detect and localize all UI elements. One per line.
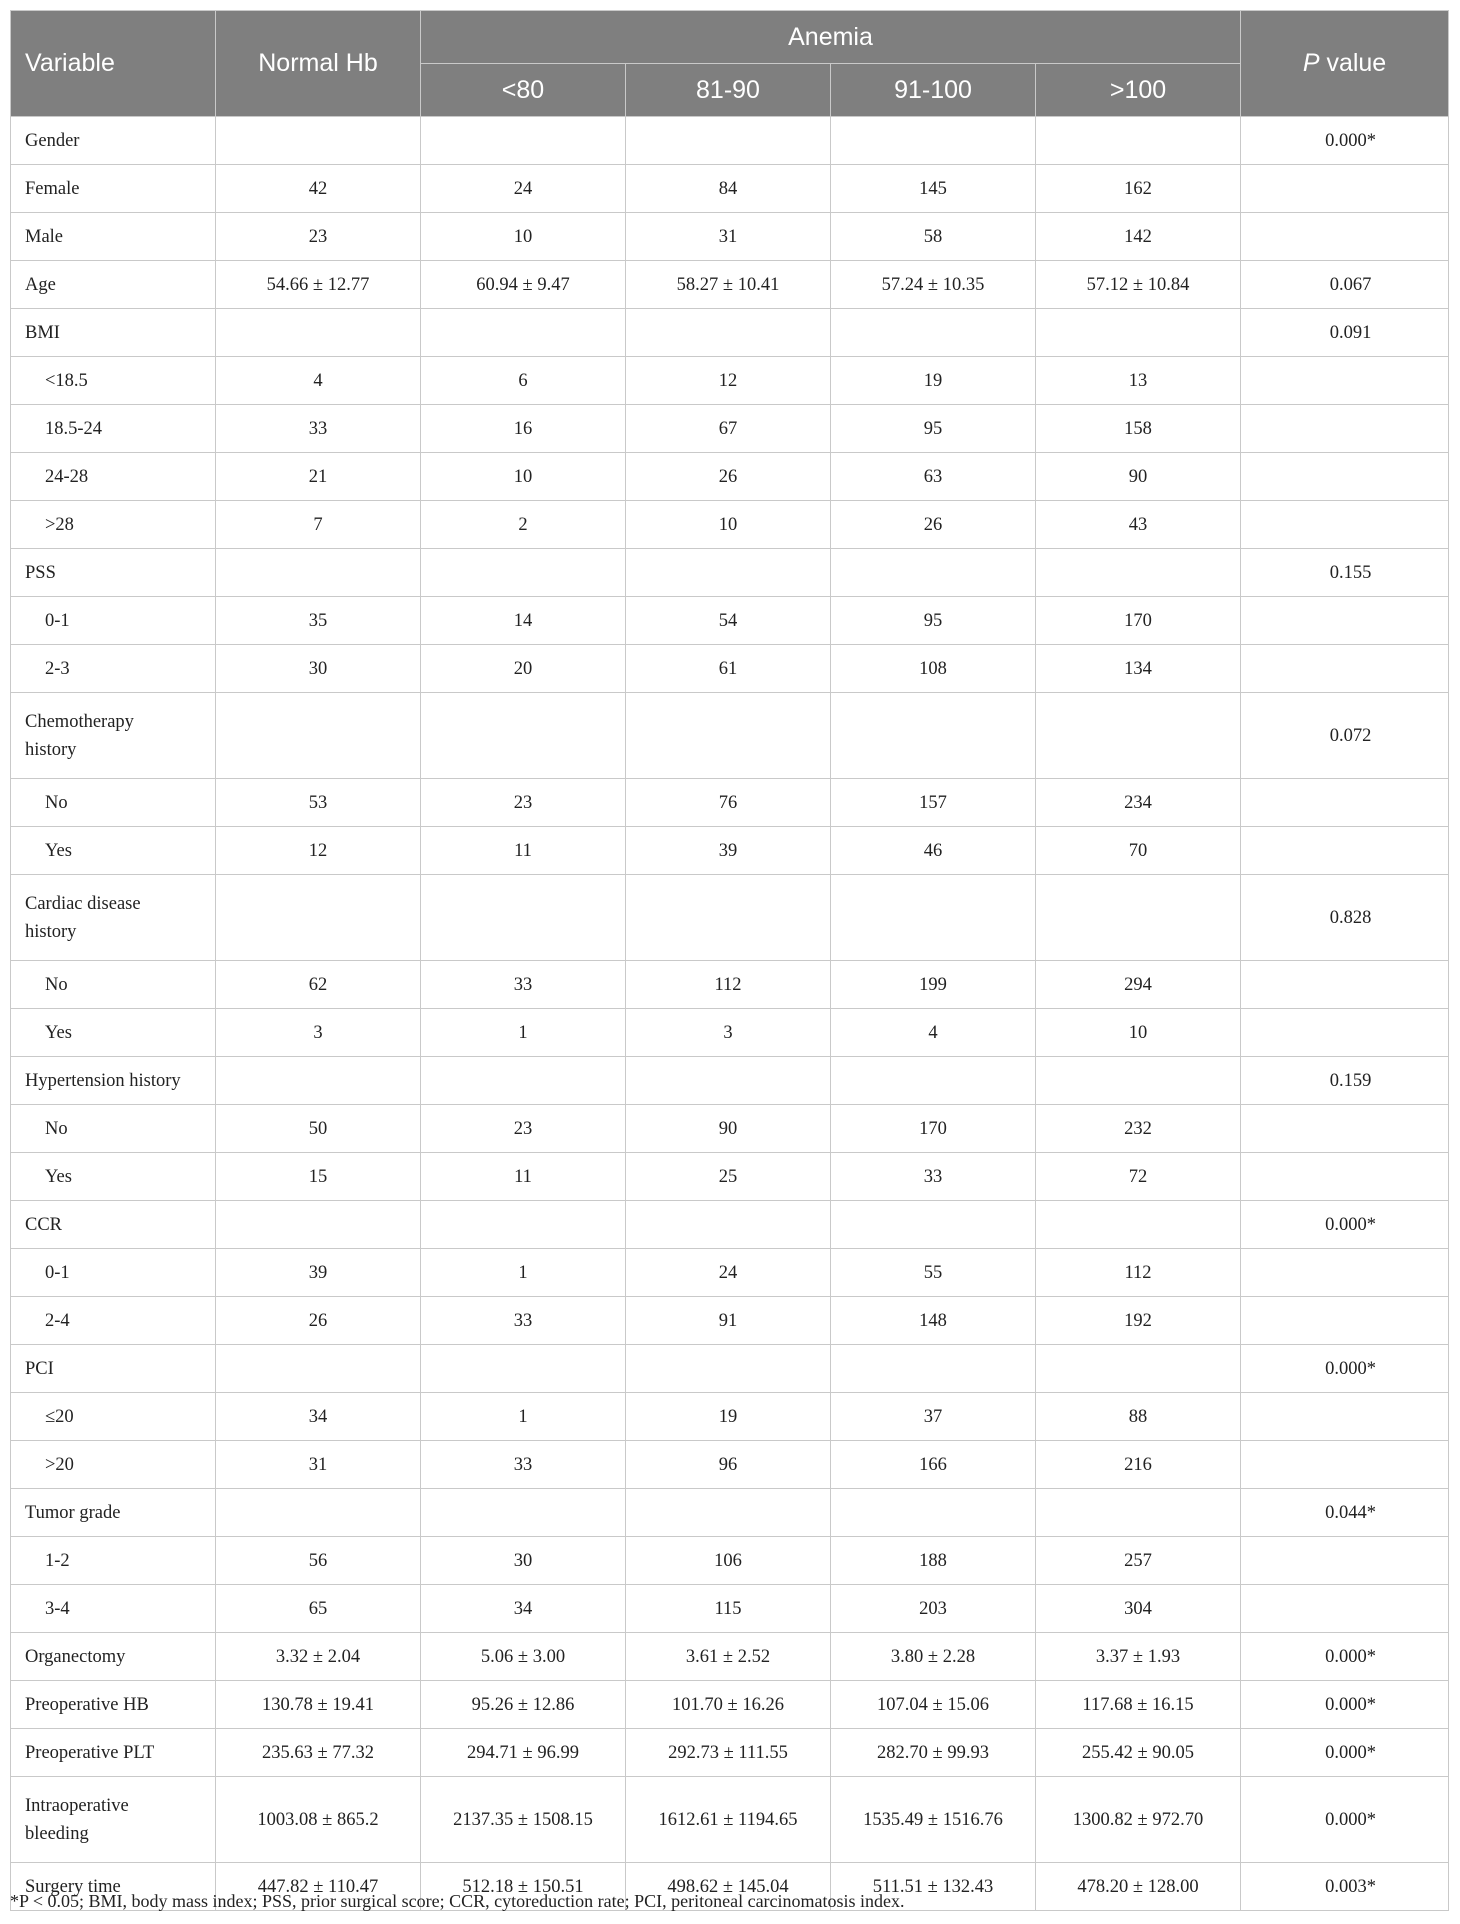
cell-value: 108 xyxy=(831,645,1036,693)
cell-value xyxy=(216,549,421,597)
table-row xyxy=(11,1105,1449,1153)
row-label: Gender xyxy=(11,117,216,165)
cell-value: 55 xyxy=(831,1249,1036,1297)
cell-value: 148 xyxy=(831,1297,1036,1345)
cell-value: 58 xyxy=(831,213,1036,261)
cell-value xyxy=(831,1345,1036,1393)
cell-value: 91 xyxy=(626,1297,831,1345)
row-label: ≤20 xyxy=(11,1393,216,1441)
header-anemia-level: 91-100 xyxy=(831,64,1036,117)
table-row xyxy=(11,1681,1449,1729)
cell-value xyxy=(216,693,421,779)
row-label: <18.5 xyxy=(11,357,216,405)
cell-value xyxy=(421,549,626,597)
cell-value: 234 xyxy=(1036,779,1241,827)
p-value xyxy=(1241,645,1449,693)
cell-value: 134 xyxy=(1036,645,1241,693)
cell-value: 3.61 ± 2.52 xyxy=(626,1633,831,1681)
cell-value xyxy=(1036,309,1241,357)
cell-value: 23 xyxy=(216,213,421,261)
cell-value xyxy=(421,117,626,165)
p-value xyxy=(1241,779,1449,827)
cell-value xyxy=(1036,1057,1241,1105)
cell-value xyxy=(1036,549,1241,597)
cell-value: 158 xyxy=(1036,405,1241,453)
cell-value: 166 xyxy=(831,1441,1036,1489)
cell-value: 5.06 ± 3.00 xyxy=(421,1633,626,1681)
row-label: Yes xyxy=(11,1009,216,1057)
row-label: 0-1 xyxy=(11,597,216,645)
cell-value: 33 xyxy=(421,1441,626,1489)
table-row xyxy=(11,453,1449,501)
cell-value xyxy=(831,117,1036,165)
p-value xyxy=(1241,1585,1449,1633)
cell-value: 447.82 ± 110.47 xyxy=(216,1863,421,1911)
cell-value: 24 xyxy=(421,165,626,213)
p-value: 0.000* xyxy=(1241,1729,1449,1777)
cell-value: 95 xyxy=(831,405,1036,453)
p-value xyxy=(1241,165,1449,213)
cell-value: 62 xyxy=(216,961,421,1009)
table-row xyxy=(11,779,1449,827)
p-value xyxy=(1241,597,1449,645)
row-label: BMI xyxy=(11,309,216,357)
p-value: 0.000* xyxy=(1241,1777,1449,1863)
cell-value: 14 xyxy=(421,597,626,645)
cell-value xyxy=(421,1489,626,1537)
cell-value: 292.73 ± 111.55 xyxy=(626,1729,831,1777)
table-row xyxy=(11,645,1449,693)
cell-value: 61 xyxy=(626,645,831,693)
cell-value: 232 xyxy=(1036,1105,1241,1153)
header-p-value xyxy=(1241,11,1449,117)
table-row xyxy=(11,961,1449,1009)
p-value: 0.000* xyxy=(1241,1201,1449,1249)
cell-value: 1535.49 ± 1516.76 xyxy=(831,1777,1036,1863)
row-label: >28 xyxy=(11,501,216,549)
cell-value: 162 xyxy=(1036,165,1241,213)
cell-value: 50 xyxy=(216,1105,421,1153)
table-row xyxy=(11,827,1449,875)
p-value xyxy=(1241,453,1449,501)
cell-value: 24 xyxy=(626,1249,831,1297)
table-row xyxy=(11,117,1449,165)
p-value xyxy=(1241,1153,1449,1201)
cell-value xyxy=(421,693,626,779)
p-value xyxy=(1241,961,1449,1009)
table-header xyxy=(11,11,1449,117)
cell-value: 282.70 ± 99.93 xyxy=(831,1729,1036,1777)
row-label: Chemotherapy history xyxy=(11,693,216,779)
table-row xyxy=(11,1249,1449,1297)
p-value: 0.159 xyxy=(1241,1057,1449,1105)
cell-value: 3.80 ± 2.28 xyxy=(831,1633,1036,1681)
table-row xyxy=(11,1057,1449,1105)
cell-value: 157 xyxy=(831,779,1036,827)
p-value: 0.000* xyxy=(1241,1681,1449,1729)
row-label: 0-1 xyxy=(11,1249,216,1297)
table-row xyxy=(11,693,1449,779)
row-label: 24-28 xyxy=(11,453,216,501)
cell-value: 26 xyxy=(831,501,1036,549)
row-label: Female xyxy=(11,165,216,213)
cell-value: 26 xyxy=(216,1297,421,1345)
p-value xyxy=(1241,1297,1449,1345)
row-label: No xyxy=(11,961,216,1009)
table-row xyxy=(11,1585,1449,1633)
cell-value: 56 xyxy=(216,1537,421,1585)
row-label: Male xyxy=(11,213,216,261)
cell-value xyxy=(831,1057,1036,1105)
row-label: Yes xyxy=(11,1153,216,1201)
cell-value: 57.24 ± 10.35 xyxy=(831,261,1036,309)
cell-value: 90 xyxy=(1036,453,1241,501)
p-value: 0.044* xyxy=(1241,1489,1449,1537)
cell-value: 1 xyxy=(421,1009,626,1057)
header-p-rest: value xyxy=(1319,49,1387,77)
p-value xyxy=(1241,357,1449,405)
table-row xyxy=(11,1729,1449,1777)
cell-value: 35 xyxy=(216,597,421,645)
cell-value xyxy=(831,549,1036,597)
row-label: Hypertension history xyxy=(11,1057,216,1105)
cell-value: 37 xyxy=(831,1393,1036,1441)
row-label: PCI xyxy=(11,1345,216,1393)
p-value xyxy=(1241,501,1449,549)
row-label: Age xyxy=(11,261,216,309)
cell-value xyxy=(1036,875,1241,961)
cell-value xyxy=(1036,693,1241,779)
cell-value: 20 xyxy=(421,645,626,693)
cell-value: 42 xyxy=(216,165,421,213)
cell-value: 11 xyxy=(421,827,626,875)
cell-value xyxy=(421,1057,626,1105)
table-row xyxy=(11,309,1449,357)
p-value xyxy=(1241,405,1449,453)
row-label: Yes xyxy=(11,827,216,875)
table-row xyxy=(11,1345,1449,1393)
cell-value: 46 xyxy=(831,827,1036,875)
p-value: 0.000* xyxy=(1241,117,1449,165)
cell-value xyxy=(626,117,831,165)
header-p-italic: P xyxy=(1302,49,1320,77)
cell-value xyxy=(831,693,1036,779)
cell-value: 1 xyxy=(421,1249,626,1297)
cell-value: 255.42 ± 90.05 xyxy=(1036,1729,1241,1777)
cell-value: 10 xyxy=(421,453,626,501)
cell-value: 54.66 ± 12.77 xyxy=(216,261,421,309)
cell-value: 107.04 ± 15.06 xyxy=(831,1681,1036,1729)
p-value xyxy=(1241,213,1449,261)
data-table xyxy=(10,10,1449,1911)
cell-value xyxy=(421,1345,626,1393)
cell-value: 95.26 ± 12.86 xyxy=(421,1681,626,1729)
cell-value: 34 xyxy=(216,1393,421,1441)
cell-value: 2137.35 ± 1508.15 xyxy=(421,1777,626,1863)
cell-value: 112 xyxy=(1036,1249,1241,1297)
cell-value: 7 xyxy=(216,501,421,549)
row-label: PSS xyxy=(11,549,216,597)
cell-value: 478.20 ± 128.00 xyxy=(1036,1863,1241,1911)
row-label: Preoperative HB xyxy=(11,1681,216,1729)
p-value xyxy=(1241,1105,1449,1153)
table-row xyxy=(11,165,1449,213)
table-row xyxy=(11,1489,1449,1537)
cell-value: 30 xyxy=(421,1537,626,1585)
cell-value: 170 xyxy=(831,1105,1036,1153)
cell-value: 3.37 ± 1.93 xyxy=(1036,1633,1241,1681)
cell-value: 43 xyxy=(1036,501,1241,549)
cell-value: 31 xyxy=(626,213,831,261)
row-label: CCR xyxy=(11,1201,216,1249)
table-row xyxy=(11,213,1449,261)
cell-value: 57.12 ± 10.84 xyxy=(1036,261,1241,309)
cell-value: 84 xyxy=(626,165,831,213)
cell-value: 58.27 ± 10.41 xyxy=(626,261,831,309)
cell-value: 235.63 ± 77.32 xyxy=(216,1729,421,1777)
header-anemia-level: >100 xyxy=(1036,64,1241,117)
cell-value: 65 xyxy=(216,1585,421,1633)
cell-value: 1 xyxy=(421,1393,626,1441)
table-row xyxy=(11,597,1449,645)
table-row xyxy=(11,1153,1449,1201)
cell-value: 142 xyxy=(1036,213,1241,261)
table-footnote: *P < 0.05; BMI, body mass index; PSS, prior surgical score; CCR, cytoreduction rate; PCI, peritoneal carcinomatosis index. xyxy=(10,1891,905,1911)
cell-value xyxy=(626,693,831,779)
cell-value xyxy=(626,309,831,357)
cell-value: 19 xyxy=(626,1393,831,1441)
row-label: Cardiac disease history xyxy=(11,875,216,961)
cell-value: 54 xyxy=(626,597,831,645)
header-variable: Variable xyxy=(11,11,216,117)
table-body xyxy=(11,117,1449,1911)
cell-value: 11 xyxy=(421,1153,626,1201)
cell-value xyxy=(1036,1489,1241,1537)
cell-value: 115 xyxy=(626,1585,831,1633)
cell-value xyxy=(216,1489,421,1537)
table-row xyxy=(11,1777,1449,1863)
p-value xyxy=(1241,1393,1449,1441)
cell-value xyxy=(216,117,421,165)
cell-value: 1003.08 ± 865.2 xyxy=(216,1777,421,1863)
table-row xyxy=(11,1393,1449,1441)
table-row xyxy=(11,405,1449,453)
cell-value: 39 xyxy=(626,827,831,875)
row-label: 1-2 xyxy=(11,1537,216,1585)
cell-value xyxy=(216,1345,421,1393)
cell-value: 3 xyxy=(626,1009,831,1057)
cell-value: 257 xyxy=(1036,1537,1241,1585)
cell-value: 53 xyxy=(216,779,421,827)
cell-value: 1300.82 ± 972.70 xyxy=(1036,1777,1241,1863)
cell-value: 106 xyxy=(626,1537,831,1585)
cell-value: 60.94 ± 9.47 xyxy=(421,261,626,309)
cell-value xyxy=(626,1489,831,1537)
table-row xyxy=(11,1201,1449,1249)
cell-value xyxy=(626,549,831,597)
table-row xyxy=(11,1297,1449,1345)
cell-value: 21 xyxy=(216,453,421,501)
cell-value: 512.18 ± 150.51 xyxy=(421,1863,626,1911)
cell-value xyxy=(421,875,626,961)
cell-value: 16 xyxy=(421,405,626,453)
p-value: 0.828 xyxy=(1241,875,1449,961)
p-value xyxy=(1241,827,1449,875)
p-value: 0.091 xyxy=(1241,309,1449,357)
cell-value xyxy=(216,1201,421,1249)
row-label: Tumor grade xyxy=(11,1489,216,1537)
header-anemia: Anemia xyxy=(421,11,1241,64)
row-label: 2-4 xyxy=(11,1297,216,1345)
cell-value: 70 xyxy=(1036,827,1241,875)
cell-value: 33 xyxy=(831,1153,1036,1201)
table-row xyxy=(11,1633,1449,1681)
row-label: 3-4 xyxy=(11,1585,216,1633)
cell-value xyxy=(1036,117,1241,165)
cell-value: 67 xyxy=(626,405,831,453)
cell-value: 4 xyxy=(216,357,421,405)
p-value: 0.072 xyxy=(1241,693,1449,779)
cell-value: 117.68 ± 16.15 xyxy=(1036,1681,1241,1729)
cell-value: 188 xyxy=(831,1537,1036,1585)
p-value: 0.067 xyxy=(1241,261,1449,309)
row-label: 18.5-24 xyxy=(11,405,216,453)
cell-value: 170 xyxy=(1036,597,1241,645)
cell-value: 192 xyxy=(1036,1297,1241,1345)
cell-value: 23 xyxy=(421,1105,626,1153)
table-row xyxy=(11,1441,1449,1489)
cell-value: 304 xyxy=(1036,1585,1241,1633)
table-row xyxy=(11,1537,1449,1585)
cell-value: 1612.61 ± 1194.65 xyxy=(626,1777,831,1863)
cell-value xyxy=(216,875,421,961)
row-label: 2-3 xyxy=(11,645,216,693)
p-value xyxy=(1241,1537,1449,1585)
header-normal-hb: Normal Hb xyxy=(216,11,421,117)
cell-value: 26 xyxy=(626,453,831,501)
cell-value xyxy=(626,1057,831,1105)
cell-value: 19 xyxy=(831,357,1036,405)
row-label: Intraoperative bleeding xyxy=(11,1777,216,1863)
p-value xyxy=(1241,1441,1449,1489)
row-label: No xyxy=(11,1105,216,1153)
cell-value: 294.71 ± 96.99 xyxy=(421,1729,626,1777)
cell-value: 13 xyxy=(1036,357,1241,405)
row-label: Surgery time xyxy=(11,1863,216,1911)
cell-value: 3 xyxy=(216,1009,421,1057)
cell-value: 294 xyxy=(1036,961,1241,1009)
cell-value: 101.70 ± 16.26 xyxy=(626,1681,831,1729)
cell-value: 199 xyxy=(831,961,1036,1009)
cell-value: 88 xyxy=(1036,1393,1241,1441)
cell-value xyxy=(626,875,831,961)
cell-value: 3.32 ± 2.04 xyxy=(216,1633,421,1681)
cell-value: 96 xyxy=(626,1441,831,1489)
cell-value: 33 xyxy=(421,1297,626,1345)
cell-value: 31 xyxy=(216,1441,421,1489)
cell-value: 30 xyxy=(216,645,421,693)
table-row xyxy=(11,261,1449,309)
cell-value xyxy=(216,309,421,357)
cell-value: 10 xyxy=(1036,1009,1241,1057)
cell-value: 4 xyxy=(831,1009,1036,1057)
cell-value xyxy=(831,309,1036,357)
cell-value: 33 xyxy=(216,405,421,453)
cell-value: 216 xyxy=(1036,1441,1241,1489)
p-value: 0.000* xyxy=(1241,1633,1449,1681)
cell-value: 72 xyxy=(1036,1153,1241,1201)
cell-value xyxy=(626,1345,831,1393)
cell-value: 90 xyxy=(626,1105,831,1153)
cell-value xyxy=(421,309,626,357)
row-label: Organectomy xyxy=(11,1633,216,1681)
cell-value: 498.62 ± 145.04 xyxy=(626,1863,831,1911)
cell-value xyxy=(831,1489,1036,1537)
cell-value xyxy=(421,1201,626,1249)
table-row xyxy=(11,549,1449,597)
cell-value xyxy=(831,1201,1036,1249)
cell-value: 10 xyxy=(421,213,626,261)
cell-value: 34 xyxy=(421,1585,626,1633)
cell-value: 145 xyxy=(831,165,1036,213)
cell-value: 39 xyxy=(216,1249,421,1297)
cell-value xyxy=(831,875,1036,961)
cell-value: 76 xyxy=(626,779,831,827)
row-label: No xyxy=(11,779,216,827)
cell-value: 95 xyxy=(831,597,1036,645)
table-row xyxy=(11,501,1449,549)
cell-value: 130.78 ± 19.41 xyxy=(216,1681,421,1729)
cell-value xyxy=(1036,1345,1241,1393)
cell-value: 112 xyxy=(626,961,831,1009)
cell-value: 15 xyxy=(216,1153,421,1201)
cell-value: 511.51 ± 132.43 xyxy=(831,1863,1036,1911)
row-label: Preoperative PLT xyxy=(11,1729,216,1777)
cell-value: 2 xyxy=(421,501,626,549)
p-value: 0.155 xyxy=(1241,549,1449,597)
p-value xyxy=(1241,1249,1449,1297)
cell-value xyxy=(216,1057,421,1105)
p-value xyxy=(1241,1009,1449,1057)
cell-value: 23 xyxy=(421,779,626,827)
cell-value: 33 xyxy=(421,961,626,1009)
header-anemia-level: 81-90 xyxy=(626,64,831,117)
p-value: 0.000* xyxy=(1241,1345,1449,1393)
header-anemia-level: <80 xyxy=(421,64,626,117)
cell-value xyxy=(1036,1201,1241,1249)
cell-value: 12 xyxy=(216,827,421,875)
table-row xyxy=(11,1009,1449,1057)
cell-value: 25 xyxy=(626,1153,831,1201)
cell-value: 12 xyxy=(626,357,831,405)
cell-value: 63 xyxy=(831,453,1036,501)
cell-value: 203 xyxy=(831,1585,1036,1633)
cell-value xyxy=(626,1201,831,1249)
table-row xyxy=(11,357,1449,405)
cell-value: 10 xyxy=(626,501,831,549)
table-row xyxy=(11,875,1449,961)
p-value: 0.003* xyxy=(1241,1863,1449,1911)
cell-value: 6 xyxy=(421,357,626,405)
row-label: >20 xyxy=(11,1441,216,1489)
